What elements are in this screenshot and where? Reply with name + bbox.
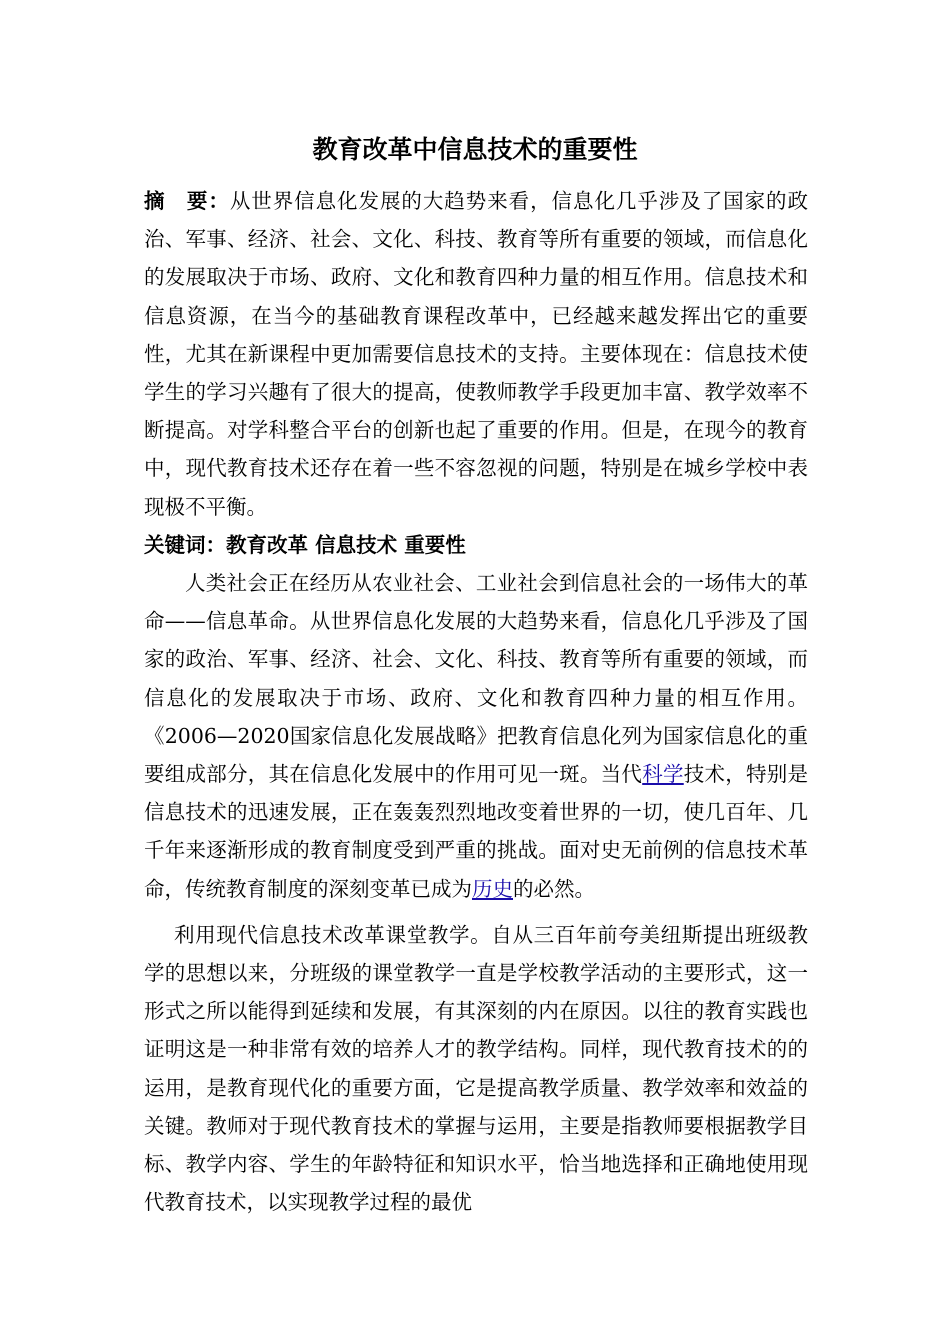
link-history[interactable]: 历史	[472, 876, 513, 901]
link-science[interactable]: 科学	[642, 762, 684, 787]
keywords-line	[144, 526, 808, 564]
document-body	[144, 182, 808, 1221]
keywords-label: 关键词：	[144, 532, 226, 557]
abstract-label: 摘 要：	[144, 189, 230, 213]
paragraph-1-part-3: 的必然。	[513, 876, 595, 901]
paragraph-1-part-1: 人类社会正在经历从农业社会、工业社会到信息社会的一场伟大的革命——信息革命。从世界信息化发展的大趋势来看，信息化几乎涉及了国家的政治、军事、经济、社会、文化、科技、教育等所有重要的领域，而信息化的发展取决于市场、政府、文化和教育四种力量的相互作用。《2006—2020国家信息化发展战略》把教育信息化列为国家信息化的重要组成部分，其在信息化发展中的作用可见一斑。当代	[144, 571, 808, 787]
document-title: 教育改革中信息技术的重要性	[312, 135, 638, 164]
keywords-text: 教育改革 信息技术 重要性	[226, 532, 466, 557]
abstract-paragraph	[144, 182, 808, 526]
body-paragraph-2: 利用现代信息技术改革课堂教学。自从三百年前夸美纽斯提出班级教学的思想以来，分班级的课堂教学一直是学校教学活动的主要形式，这一形式之所以能得到延续和发展，有其深刻的内在原因。以往的教育实践也证明这是一种非常有效的培养人才的教学结构。同样，现代教育技术的的运用，是教育现代化的重要方面，它是提高教学质量、教学效率和效益的关键。教师对于现代教育技术的掌握与运用，主要是指教师要根据教学目标、教学内容、学生的年龄特征和知识水平，恰当地选择和正确地使用现代教育技术，以实现教学过程的最优	[144, 922, 808, 1215]
paragraph-1-part-2: 技术，特别是信息技术的迅速发展，正在轰轰烈烈地改变着世界的一切，使几百年、几千年来逐渐形成的教育制度受到严重的挑战。面对史无前例的信息技术革命，传统教育制度的深刻变革已成为	[144, 762, 809, 901]
abstract-text: 从世界信息化发展的大趋势来看，信息化几乎涉及了国家的政治、军事、经济、社会、文化、科技、教育等所有重要的领域，而信息化的发展取决于市场、政府、文化和教育四种力量的相互作用。信息技术和信息资源，在当今的基础教育课程改革中，已经越来越发挥出它的重要性，尤其在新课程中更加需要信息技术的支持。主要体现在：信息技术使学生的学习兴趣有了很大的提高，使教师教学手段更加丰富、教学效率不断提高。对学科整合平台的创新也起了重要的作用。但是，在现今的教育中，现代教育技术还存在着一些不容忽视的问题，特别是在城乡学校中表现极不平衡。	[144, 189, 809, 519]
body-paragraph-1	[144, 564, 808, 908]
